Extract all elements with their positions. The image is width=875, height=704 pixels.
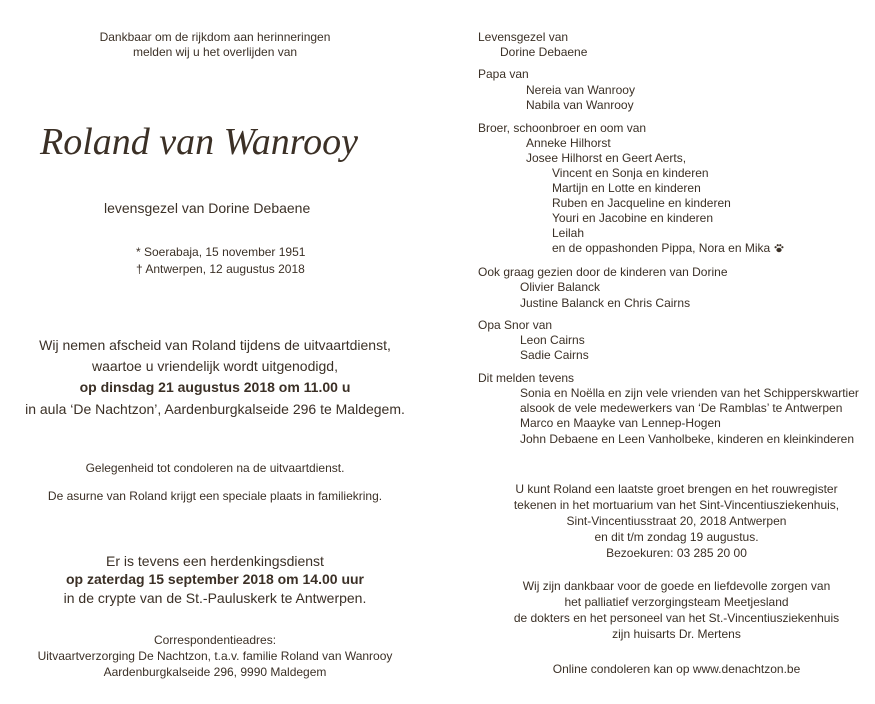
- online-condolence: Online condoleren kan op www.denachtzon.be: [552, 662, 801, 676]
- nephew-line: Youri en Jacobine en kinderen: [552, 211, 714, 225]
- nephew-line: Leilah: [552, 226, 585, 240]
- visiting-hours: Bezoekuren: 03 285 20 00: [606, 546, 747, 560]
- melden-line: alsook de vele medewerkers van ‘De Ramblas’ te Antwerpen: [520, 401, 843, 415]
- visit-line: en dit t/m zondag 19 augustus.: [594, 530, 759, 544]
- thanks-line: zijn huisarts Dr. Mertens: [612, 627, 741, 641]
- dogs-line: [552, 241, 784, 256]
- papa-name: Nereia van Wanrooy: [526, 83, 635, 97]
- ceremony-location: in aula ‘De Nachtzon’, Aardenburgkalseide 296 te Maldegem.: [25, 401, 405, 417]
- ceremony-line-2: waartoe u vriendelijk wordt uitgenodigd,: [92, 358, 338, 374]
- intro-line-1: Dankbaar om de rijkdom aan herinneringen: [99, 30, 331, 44]
- broer-name: Josee Hilhorst en Geert Aerts,: [526, 151, 687, 165]
- visit-line: U kunt Roland een laatste groet brengen en het rouwregister: [515, 482, 838, 496]
- melden-line: John Debaene en Leen Vanholbeke, kinderen en kleinkinderen: [520, 432, 855, 446]
- melden-line: Sonia en Noëlla en zijn vele vrienden van het Schipperskwartier: [520, 386, 859, 400]
- melden-line: Marco en Maayke van Lennep-Hogen: [520, 416, 721, 430]
- broer-name: Anneke Hilhorst: [526, 136, 611, 150]
- papa-name: Nabila van Wanrooy: [526, 98, 634, 112]
- memorial-location: in de crypte van de St.-Pauluskerk te Antwerpen.: [63, 590, 367, 606]
- thanks-line: het palliatief verzorgingsteam Meetjesland: [564, 595, 789, 609]
- visit-line: tekenen in het mortuarium van het Sint-Vincentiusziekenhuis,: [513, 498, 840, 512]
- paw-print-icon: [774, 243, 784, 253]
- dogs-text: en de oppashonden Pippa, Nora en Mika: [552, 241, 771, 255]
- memorial-date: op zaterdag 15 september 2018 om 14.00 uur: [65, 571, 364, 587]
- nephew-line: Vincent en Sonja en kinderen: [552, 166, 709, 180]
- kinderen-name: Olivier Balanck: [520, 280, 601, 294]
- memorial-line-1: Er is tevens een herdenkingsdienst: [106, 553, 324, 569]
- opa-heading: Opa Snor van: [478, 318, 553, 332]
- levensgezel-heading: Levensgezel van: [478, 30, 569, 44]
- birth-line: * Soerabaja, 15 november 1951: [136, 245, 306, 259]
- kinderen-name: Justine Balanck en Chris Cairns: [520, 296, 691, 310]
- address-line-2: Aardenburgkalseide 296, 9990 Maldegem: [103, 665, 327, 679]
- opa-name: Leon Cairns: [520, 333, 585, 347]
- deceased-name: Roland van Wanrooy: [40, 121, 359, 163]
- broer-heading: Broer, schoonbroer en oom van: [478, 121, 647, 135]
- nephew-line: Martijn en Lotte en kinderen: [552, 181, 701, 195]
- condolence-line: Gelegenheid tot condoleren na de uitvaartdienst.: [85, 461, 345, 475]
- ashes-line: De asurne van Roland krijgt een speciale plaats in familiekring.: [47, 489, 383, 503]
- melden-heading: Dit melden tevens: [478, 371, 575, 385]
- kinderen-heading: Ook graag gezien door de kinderen van Dorine: [478, 265, 728, 279]
- thanks-line: Wij zijn dankbaar voor de goede en liefdevolle zorgen van: [522, 579, 831, 593]
- levensgezel-name: Dorine Debaene: [500, 45, 588, 59]
- intro-line-2: melden wij u het overlijden van: [132, 45, 298, 59]
- opa-name: Sadie Cairns: [520, 348, 589, 362]
- visit-line: Sint-Vincentiusstraat 20, 2018 Antwerpen: [566, 514, 787, 528]
- death-line: † Antwerpen, 12 augustus 2018: [136, 262, 305, 276]
- ceremony-line-1: Wij nemen afscheid van Roland tijdens de uitvaartdienst,: [39, 337, 391, 353]
- relation-line: levensgezel van Dorine Debaene: [104, 200, 311, 216]
- address-heading: Correspondentieadres:: [153, 633, 277, 647]
- thanks-line: de dokters en het personeel van het St.-Vincentiusziekenhuis: [513, 611, 840, 625]
- ceremony-date: op dinsdag 21 augustus 2018 om 11.00 u: [79, 379, 351, 395]
- address-line-1: Uitvaartverzorging De Nachtzon, t.a.v. familie Roland van Wanrooy: [37, 649, 393, 663]
- nephew-line: Ruben en Jacqueline en kinderen: [552, 196, 731, 210]
- papa-heading: Papa van: [478, 67, 529, 81]
